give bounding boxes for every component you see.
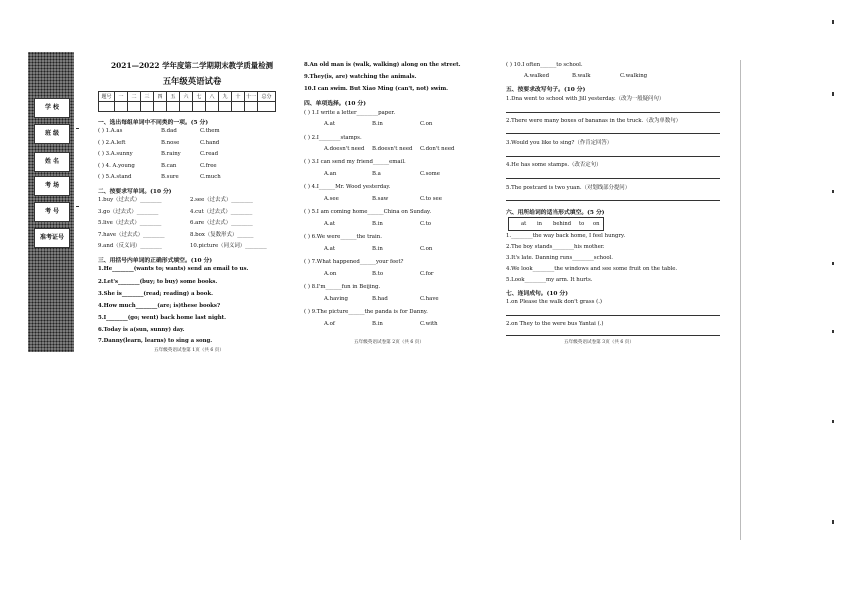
score-blank[interactable]	[258, 102, 276, 112]
score-cell: 十	[232, 92, 245, 102]
score-cell: 九	[219, 92, 232, 102]
section-heading: 四、单项选择。(10 分)	[304, 101, 366, 107]
option-b: B.dad	[161, 128, 177, 134]
scan-mark	[832, 92, 834, 96]
question-item: 5.live（过去式）________	[98, 220, 162, 226]
question-item: 4.We look________the windows and see some fruit on the table.	[506, 266, 678, 272]
question-item: 2.see（过去式）________	[190, 197, 253, 203]
option-a: A.an	[324, 171, 337, 177]
option-b: B.in	[372, 321, 383, 327]
section-heading: 六、用所给词的适当形式填空。(5 分)	[506, 210, 605, 216]
exam-subtitle: 五年级英语试卷	[162, 76, 222, 86]
option-a: A.at	[324, 121, 335, 127]
score-cell: 四	[154, 92, 167, 102]
binding-tick	[76, 128, 79, 129]
option-b: B.to	[372, 271, 384, 277]
page-footer: 五年级英语试卷第 3页（共 6 页）	[564, 340, 634, 345]
answer-line[interactable]	[506, 133, 720, 134]
exam-title: 2021—2022 学年度第二学期期末教学质量检测	[111, 61, 273, 70]
score-blank[interactable]	[99, 102, 115, 112]
question-item: 10.picture（同义词）________	[190, 243, 267, 249]
section-heading: 三、用括号内单词的正确形式填空。(10 分)	[98, 258, 213, 264]
answer-line[interactable]	[506, 335, 720, 336]
scan-mark	[832, 20, 834, 24]
question-item: ( ) 6.We were______the train.	[304, 234, 382, 240]
score-blank[interactable]	[180, 102, 193, 112]
option-b: B.rainy	[161, 151, 181, 157]
option-b: B.in	[372, 121, 383, 127]
option-c: C.read	[200, 151, 219, 157]
word-bank-item: in	[537, 221, 543, 227]
question-item: ( ) 9.The picture______the panda is for Danny.	[304, 309, 428, 315]
score-blank[interactable]	[128, 102, 141, 112]
score-blank[interactable]	[206, 102, 219, 112]
option-c: C.walking	[620, 73, 648, 79]
scan-mark	[832, 520, 834, 524]
question-item: 3.go（过去式）________	[98, 209, 159, 215]
option-b: B.had	[372, 296, 388, 302]
page-edge-line	[740, 60, 741, 540]
answer-line[interactable]	[506, 200, 720, 201]
side-label: 学 校	[34, 98, 70, 118]
option-c: C.to	[420, 221, 432, 227]
side-label: 班 级	[34, 124, 70, 144]
option-c: C.free	[200, 163, 217, 169]
score-cell: 八	[206, 92, 219, 102]
question-item: 3.She is________(read; reading) a book.	[98, 291, 213, 297]
question-item: 5.I________(go; went) back home last night.	[98, 315, 227, 321]
option-c: C.some	[420, 171, 440, 177]
scan-mark	[832, 262, 834, 265]
score-cell: 七	[193, 92, 206, 102]
option-c: C.to see	[420, 196, 442, 202]
score-cell: 五	[167, 92, 180, 102]
score-blank[interactable]	[167, 102, 180, 112]
binding-tick	[76, 206, 79, 207]
score-cell: 一	[115, 92, 128, 102]
question-item: 2.There were many boxes of bananas in the truck.（改为单数句）	[506, 118, 681, 124]
option-a: A.on	[324, 271, 337, 277]
option-b: B.saw	[372, 196, 389, 202]
option-b: B.nose	[161, 140, 180, 146]
option-b: B.in	[372, 221, 383, 227]
question-item: 1.________the way back home, I feel hungry.	[506, 233, 626, 239]
score-cell: 十一	[245, 92, 258, 102]
question-item: ( ) 3.I can send my friend______email.	[304, 159, 406, 165]
question-item: 7.Danny(learn, learns) to sing a song.	[98, 338, 213, 344]
word-bank	[508, 217, 604, 231]
option-b: B.in	[372, 246, 383, 252]
question-item: 8.box（复数形式）______	[190, 232, 254, 238]
question-item: 2.on They to the were bus Yantai (.)	[506, 321, 604, 327]
question-item: 1.Dna went to school with Jill yesterday.（改为一般疑问句）	[506, 96, 665, 102]
option-c: C.for	[420, 271, 434, 277]
question-item: 10.I can swim. But Xiao Ming (can't, not) swim.	[304, 86, 449, 92]
score-cell: 三	[141, 92, 154, 102]
option-a: A.at	[324, 246, 335, 252]
score-cell: 六	[180, 92, 193, 102]
question-item: 5.The postcard is two yuan.（对划线部分提问）	[506, 185, 631, 191]
question-item: 9.and（反义词）________	[98, 243, 162, 249]
option-c: C.have	[420, 296, 439, 302]
word-bank-item: on	[593, 221, 600, 227]
question-item: ( ) 5.I am coming home______China on Sunday.	[304, 209, 432, 215]
question-item: 3.Would you like to sing?（作肯定回答）	[506, 140, 613, 146]
scan-mark	[832, 420, 834, 423]
question-item: ( ) 5.A.stand	[98, 174, 132, 180]
answer-line[interactable]	[506, 315, 720, 316]
score-cell: 二	[128, 92, 141, 102]
option-a: A.walked	[524, 73, 550, 79]
option-b: B.can	[161, 163, 177, 169]
question-item: 6.are（过去式）________	[190, 220, 253, 226]
section-heading: 五、按要求改写句子。(10 分)	[506, 87, 586, 93]
section-heading: 七、连词成句。(10 分)	[506, 291, 568, 297]
side-label: 姓 名	[34, 152, 70, 172]
section-heading: 二、按要求写单词。(10 分)	[98, 189, 172, 195]
option-a: A.of	[324, 321, 335, 327]
option-c: C.don't need	[420, 146, 455, 152]
question-item: 3.It's late. Danning runs________school.	[506, 255, 613, 261]
answer-line[interactable]	[506, 156, 720, 157]
word-bank-item: at	[521, 221, 527, 227]
question-item: ( ) 2.I________stamps.	[304, 135, 362, 141]
question-item: ( ) 1.I write a letter________paper.	[304, 110, 396, 116]
question-item: 4.He has some stamps.（改否定句）	[506, 162, 602, 168]
option-c: C.much	[200, 174, 221, 180]
option-c: C.with	[420, 321, 438, 327]
question-item: 8.An old man is (walk, walking) along on the street.	[304, 62, 461, 68]
question-item: 7.have（过去式）________	[98, 232, 165, 238]
question-item: ( ) 4.I______Mr. Wood yesterday.	[304, 184, 391, 190]
side-label: 考 场	[34, 176, 70, 196]
question-item: ( ) 1.A.as	[98, 128, 123, 134]
question-item: 2.The boy stands________his mother.	[506, 244, 605, 250]
option-b: B.a	[372, 171, 381, 177]
question-item: ( ) 10.I often______to school.	[506, 62, 583, 68]
word-bank-item: behind	[553, 221, 572, 227]
page-footer: 五年级英语试卷第 1页（共 6 页）	[154, 348, 224, 353]
score-blank[interactable]	[245, 102, 258, 112]
side-label: 考 号	[34, 202, 70, 222]
option-a: A.having	[324, 296, 348, 302]
section-heading: 一、选出每组单词中不同类的一项。(5 分)	[98, 120, 209, 126]
option-a: A.at	[324, 221, 335, 227]
question-item: 5.Look________my arm. It hurts.	[506, 277, 593, 283]
score-blank[interactable]	[115, 102, 128, 112]
option-a: A.doesn't need	[324, 146, 365, 152]
score-blank[interactable]	[193, 102, 206, 112]
question-item: ( ) 2.A.left	[98, 140, 126, 146]
question-item: 9.They(is, are) watching the animals.	[304, 74, 417, 80]
question-item: ( ) 7.What happened______your feet?	[304, 259, 404, 265]
score-blank[interactable]	[232, 102, 245, 112]
option-b: B.doesn't need	[372, 146, 413, 152]
question-item: 1.buy（过去式）________	[98, 197, 162, 203]
question-item: 2.Let's________(buy; to buy) some books.	[98, 279, 218, 285]
option-c: C.on	[420, 121, 433, 127]
question-item: 6.Today is a(sun, sunny) day.	[98, 327, 185, 333]
option-a: A.see	[324, 196, 339, 202]
question-item: ( ) 8.I'm______fun in Beijing.	[304, 284, 381, 290]
score-table	[98, 91, 276, 112]
word-bank-item: to	[579, 221, 585, 227]
question-item: 1.He________(wants to; wants) send an email to us.	[98, 266, 249, 272]
question-item: ( ) 3.A.sunny	[98, 151, 133, 157]
question-item: ( ) 4. A.young	[98, 163, 135, 169]
binding-strip	[28, 52, 74, 352]
answer-line[interactable]	[506, 112, 720, 113]
score-blank[interactable]	[154, 102, 167, 112]
option-c: C.them	[200, 128, 220, 134]
question-item: 1.on Please the walk don't grass (.)	[506, 299, 603, 305]
score-cell: 题号	[99, 92, 115, 102]
option-c: C.on	[420, 246, 433, 252]
option-b: B.walk	[572, 73, 591, 79]
option-b: B.sure	[161, 174, 179, 180]
score-cell: 总分	[258, 92, 276, 102]
answer-line[interactable]	[506, 178, 720, 179]
question-item: 4.How much________(are; is)these books?	[98, 303, 221, 309]
page-footer: 五年级英语试卷第 2页（共 6 页）	[354, 340, 424, 345]
scan-mark	[832, 190, 834, 193]
score-blank[interactable]	[141, 102, 154, 112]
scan-mark	[832, 330, 834, 333]
score-blank[interactable]	[219, 102, 232, 112]
side-label: 准考证号	[34, 228, 70, 248]
question-item: 4.cut（过去式）________	[190, 209, 253, 215]
option-c: C.hand	[200, 140, 220, 146]
